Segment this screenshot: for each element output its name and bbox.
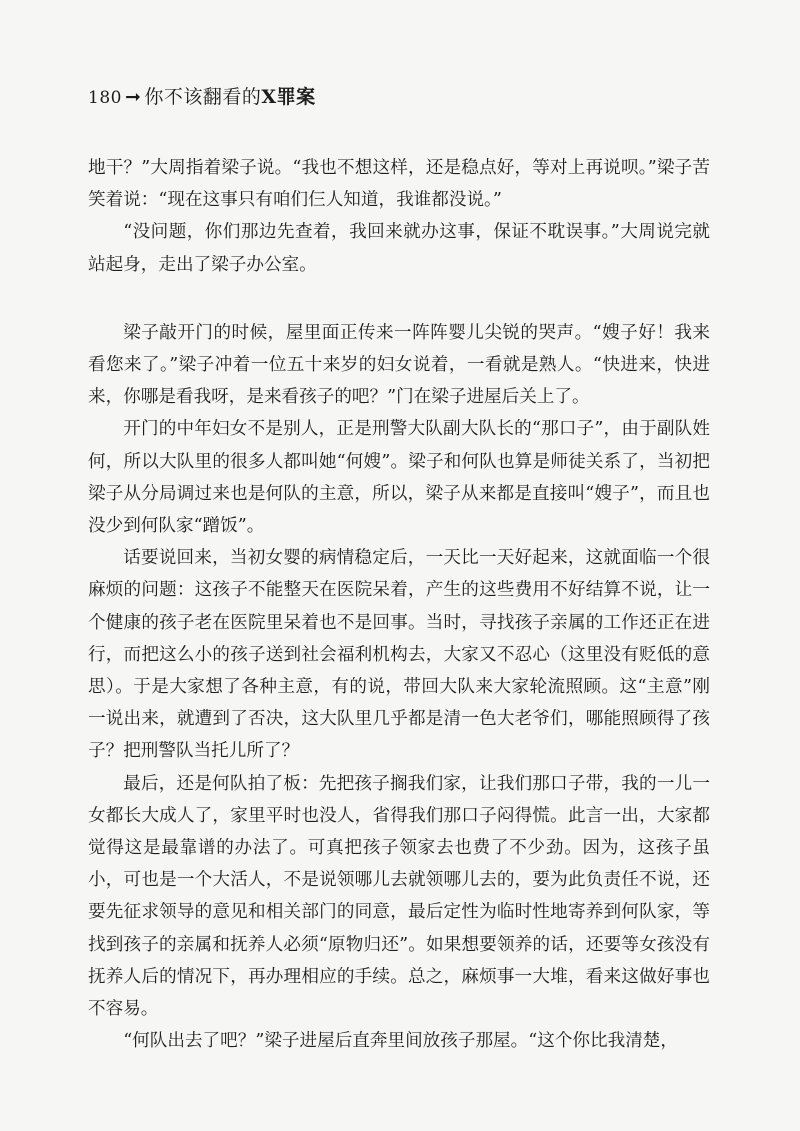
running-header xyxy=(88,82,316,109)
book-title: 你不该翻看的 xyxy=(144,86,262,108)
paragraph-2: “没问题，你们那边先查着，我回来就办这事，保证不耽误事。”大周说完就站起身，走出了梁子办公室。 xyxy=(88,222,710,275)
paragraph-4: 开门的中年妇女不是别人，正是刑警大队副大队长的“那口子”，由于副队姓何，所以大队里的很多人都叫她“何嫂”。梁子和何队也算是师徒关系了，当初把梁子从分局调过来也是何队的主意，所以，梁子从来都是直接叫“嫂子”，而且也没少到何队家“蹭饭”。 xyxy=(88,419,710,537)
book-title-bold: X罪案 xyxy=(261,86,316,108)
arrow-icon: ➞ xyxy=(124,86,142,108)
paragraph-7: “何队出去了吧？”梁子进屋后直奔里间放孩子那屋。“这个你比我清楚， xyxy=(123,1031,678,1052)
paragraph-1: 地干？”大周指着梁子说。“我也不想这样，还是稳点好，等对上再说呗。”梁子苦笑着说：“现在这事只有咱们仨人知道，我谁都没说。” xyxy=(88,158,710,211)
page-number: 180 xyxy=(88,88,122,108)
body-text xyxy=(88,152,710,1057)
paragraph-5: 话要说回来，当初女婴的病情稳定后，一天比一天好起来，这就面临一个很麻烦的问题：这孩子不能整天在医院呆着，产生的这些费用不好结算不说，让一个健康的孩子老在医院里呆着也不是回事。当时，寻找孩子亲属的工作还正在进行，而把这么小的孩子送到社会福利机构去，大家又不忍心（这里没有贬低的意思）。于是大家想了各种主意，有的说，带回大队来大家轮流照顾。这“主意”刚一说出来，就遭到了否决，这大队里几乎都是清一色大老爷们，哪能照顾得了孩子？把刑警队当托儿所了？ xyxy=(88,548,710,762)
paragraph-3: 梁子敲开门的时候，屋里面正传来一阵阵婴儿尖锐的哭声。“嫂子好！我来看您来了。”梁子冲着一位五十来岁的妇女说着，一看就是熟人。“快进来，快进来，你哪是看我呀，是来看孩子的吧？”门在梁子进屋后关上了。 xyxy=(88,322,710,408)
paragraph-6: 最后，还是何队拍了板：先把孩子搁我们家，让我们那口子带，我的一儿一女都长大成人了，家里平时也没人，省得我们那口子闷得慌。此言一出，大家都觉得这是最靠谱的办法了。可真把孩子领家去也费了不少劲。因为，这孩子虽小，可也是一个大活人，不是说领哪儿去就领哪儿去的，要为此负责任不说，还要先征求领导的意见和相关部门的同意，最后定性为临时性地寄养到何队家，等找到孩子的亲属和抚养人必须“原物归还”。如果想要领养的话，还要等女孩没有抚养人后的情况下，再办理相应的手续。总之，麻烦事一大堆，看来这做好事也不容易。 xyxy=(88,773,710,1020)
